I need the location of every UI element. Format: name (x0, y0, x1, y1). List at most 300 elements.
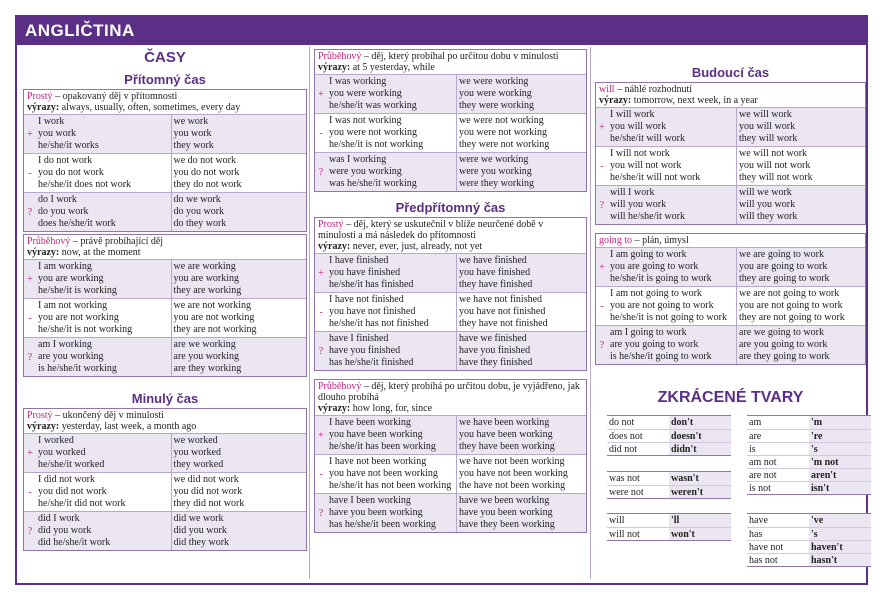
sign-marker: - (319, 127, 323, 139)
perfect-simple-table (314, 217, 587, 371)
tense-desc-text: – děj, který probíhal po určitou dobu v minulosti (361, 51, 559, 62)
form-line: you did not work (173, 486, 243, 497)
singular-forms (36, 115, 171, 153)
plural-forms (456, 455, 586, 493)
form-line: I worked (38, 435, 74, 446)
form-line: he/she/it has been working (329, 441, 436, 452)
tense-desc-text: – opakovaný děj v přítomnosti (52, 91, 178, 102)
tense-desc-text: – děj, který probíhá po určitou dobu, je vyjádřeno, jak dlouho probíhá (318, 381, 580, 403)
form-line: I have not been working (329, 456, 427, 467)
singular-forms (608, 248, 736, 286)
tense-description (596, 234, 865, 247)
form-line: we have not finished (459, 294, 543, 305)
expressions-label: výrazy: (318, 241, 351, 252)
form-line: are they going to work (739, 351, 830, 362)
form-line: is he/she/it working (38, 363, 117, 374)
tense-kind: Průběhový (27, 236, 71, 247)
short-form-row (747, 468, 871, 481)
short-form: won't (669, 528, 731, 540)
form-line: will I work (610, 187, 655, 198)
tense-desc-text: – náhlé rozhodnutí (614, 84, 693, 95)
tense-kind: going to (599, 235, 633, 246)
short-form: hasn't (809, 554, 871, 566)
long-form: am not (747, 456, 809, 468)
form-line: they worked (173, 459, 224, 470)
form-line: have you been working (329, 507, 423, 518)
form-line: has he/she/it finished (329, 357, 414, 368)
form-line: you have not finished (329, 306, 416, 317)
singular-forms (608, 108, 736, 146)
sign-marker: - (28, 167, 32, 179)
column-future-short (590, 47, 866, 579)
sign-marker: - (319, 468, 323, 480)
plural-forms (171, 115, 307, 153)
long-form: is not (747, 482, 809, 494)
short-form-row (607, 416, 731, 429)
short-form-row (607, 485, 731, 498)
short-form: don't (669, 416, 731, 429)
form-line: I did not work (38, 474, 95, 485)
tense-desc-text: – děj, který se uskutečnil v blíže neurčené době v minulosti a má následek do přítomnosti (318, 219, 544, 241)
form-line: you will work (739, 121, 796, 132)
short-form-row (747, 416, 871, 429)
form-line: am I working (38, 339, 92, 350)
expressions-text: yesterday, last week, a month ago (59, 421, 197, 432)
long-form: will (607, 514, 669, 527)
form-line: you do not work (38, 167, 104, 178)
short-forms-have (747, 513, 871, 567)
conjugation-group (315, 454, 586, 493)
short-form-row (747, 442, 871, 455)
plural-forms (736, 326, 865, 364)
form-line: he/she/it is not working (38, 324, 133, 335)
form-line: are you going to work (739, 339, 828, 350)
form-line: he/she/it was working (329, 100, 417, 111)
plural-forms (171, 193, 307, 231)
form-line: I am going to work (610, 249, 687, 260)
tense-description (315, 50, 586, 74)
past-continuous-table (314, 49, 587, 192)
long-form: have (747, 514, 809, 527)
singular-forms (327, 332, 456, 370)
long-form: has (747, 528, 809, 540)
sign-marker: + (27, 273, 33, 285)
plural-forms (171, 260, 307, 298)
form-line: he/she/it works (38, 140, 99, 151)
form-line: do we work (173, 194, 221, 205)
tense-kind: Prostý (318, 219, 344, 230)
conjugation-group (596, 286, 865, 325)
short-form-row (607, 514, 731, 527)
form-line: will he/she/it work (610, 211, 685, 222)
form-line: he/she/it is working (38, 285, 117, 296)
form-line: they are going to work (739, 273, 830, 284)
short-form: doesn't (669, 430, 731, 442)
form-line: he/she/it is not going to work (610, 312, 727, 323)
plural-forms (456, 114, 586, 152)
form-line: have you finished (329, 345, 401, 356)
tense-description (24, 235, 306, 259)
form-line: you are going to work (739, 261, 828, 272)
plural-forms (456, 416, 586, 454)
short-form: isn't (809, 482, 871, 494)
form-line: he/she/it is not working (329, 139, 424, 150)
future-will-table (595, 82, 866, 225)
form-line: you are working (173, 273, 240, 284)
sign-marker: - (600, 160, 604, 172)
tense-desc-text: – plán, úmysl (632, 235, 689, 246)
form-line: we have not been working (459, 456, 565, 467)
form-line: are you going to work (610, 339, 699, 350)
sign-marker: + (318, 429, 324, 441)
tense-description (596, 83, 865, 107)
tense-kind: Prostý (27, 91, 53, 102)
form-line: we are not going to work (739, 288, 840, 299)
singular-forms (36, 473, 171, 511)
form-line: were you working (329, 166, 402, 177)
sign-marker: + (318, 88, 324, 100)
form-line: they were working (459, 100, 534, 111)
form-line: you work (173, 128, 212, 139)
short-form-row (747, 481, 871, 494)
form-line: I will not work (610, 148, 670, 159)
conjugation-group (24, 472, 306, 511)
conjugation-group (24, 298, 306, 337)
form-line: he/she/it has finished (329, 279, 414, 290)
form-line: have I finished (329, 333, 389, 344)
plural-forms (736, 248, 865, 286)
expressions-text: tomorrow, next week, in a year (631, 95, 758, 106)
plural-forms (456, 494, 586, 532)
form-line: you are not working (173, 312, 255, 323)
singular-forms (327, 455, 456, 493)
conjugation-group (596, 247, 865, 286)
sign-marker: ? (599, 199, 605, 211)
form-line: have I been working (329, 495, 411, 506)
form-line: are they working (173, 363, 242, 374)
long-form: is (747, 443, 809, 455)
conjugation-group (24, 153, 306, 192)
singular-forms (327, 416, 456, 454)
long-form: are (747, 430, 809, 442)
sign-marker: ? (27, 351, 33, 363)
form-line: you worked (38, 447, 86, 458)
form-line: I have been working (329, 417, 411, 428)
form-line: have you been working (459, 507, 553, 518)
conjugation-group (596, 107, 865, 146)
conjugation-group (24, 433, 306, 472)
form-line: they did not work (173, 498, 245, 509)
form-line: you have not finished (459, 306, 546, 317)
short-form-row (607, 472, 731, 485)
form-line: he/she/it does not work (38, 179, 132, 190)
long-form: have not (747, 541, 809, 553)
expressions-text: now, at the moment (59, 247, 141, 258)
plural-forms (456, 254, 586, 292)
form-line: we worked (173, 435, 218, 446)
section-title-casy: ČASY (144, 49, 186, 66)
form-line: they do not work (173, 179, 242, 190)
form-line: you will not work (739, 160, 811, 171)
form-line: have you finished (459, 345, 531, 356)
form-line: we were working (459, 76, 529, 87)
present-continuous-table (23, 234, 307, 377)
past-title: Minulý čas (131, 391, 199, 406)
expressions-label: výrazy: (318, 62, 351, 73)
conjugation-group (596, 146, 865, 185)
form-line: you are not going to work (610, 300, 714, 311)
short-forms-title: ZKRÁCENÉ TVARY (657, 389, 804, 406)
tense-kind: will (599, 84, 615, 95)
form-line: you were not working (459, 127, 548, 138)
sign-marker: + (27, 447, 33, 459)
short-forms-be (747, 415, 871, 495)
singular-forms (608, 287, 736, 325)
form-line: you have been working (329, 429, 423, 440)
form-line: he/she/it will not work (610, 172, 701, 183)
form-line: they were not working (459, 139, 550, 150)
conjugation-group (24, 511, 306, 550)
form-line: are we working (173, 339, 236, 350)
tense-description (315, 380, 586, 415)
form-line: is he/she/it going to work (610, 351, 712, 362)
plural-forms (736, 287, 865, 325)
plural-forms (456, 293, 586, 331)
short-form: aren't (809, 469, 871, 481)
short-form: haven't (809, 541, 871, 553)
expressions-text: never, ever, just, already, not yet (350, 241, 483, 252)
plural-forms (456, 332, 586, 370)
form-line: I was working (329, 76, 387, 87)
form-line: you have been working (459, 429, 553, 440)
singular-forms (327, 75, 456, 113)
form-line: he/she/it worked (38, 459, 105, 470)
singular-forms (36, 154, 171, 192)
tense-kind: Prostý (27, 410, 53, 421)
perfect-title: Předpřítomný čas (395, 200, 506, 215)
form-line: are you working (38, 351, 104, 362)
form-line: you have not been working (329, 468, 438, 479)
singular-forms (608, 326, 736, 364)
form-line: you did not work (38, 486, 107, 497)
short-form-row (747, 553, 871, 566)
short-forms-was (607, 471, 731, 499)
plural-forms (456, 153, 586, 191)
conjugation-group (315, 253, 586, 292)
plural-forms (171, 154, 307, 192)
singular-forms (36, 434, 171, 472)
expressions-label: výrazy: (27, 247, 60, 258)
sign-marker: ? (599, 339, 605, 351)
form-line: you will work (610, 121, 667, 132)
short-forms-will (607, 513, 731, 541)
form-line: they will work (739, 133, 798, 144)
long-form: do not (607, 416, 669, 429)
singular-forms (327, 293, 456, 331)
expressions-text: always, usually, often, sometimes, every day (59, 102, 241, 113)
tense-description (24, 409, 306, 433)
form-line: you are not going to work (739, 300, 843, 311)
form-line: we were not working (459, 115, 544, 126)
form-line: did we work (173, 513, 224, 524)
form-line: they are not going to work (739, 312, 845, 323)
form-line: you have finished (459, 267, 531, 278)
short-form: 'm (809, 416, 871, 429)
long-form: will not (607, 528, 669, 540)
form-line: will they work (739, 211, 798, 222)
short-form: 'm not (809, 456, 871, 468)
conjugation-group (315, 152, 586, 191)
tense-kind: Průběhový (318, 381, 362, 392)
form-line: do they work (173, 218, 227, 229)
form-line: they are working (173, 285, 242, 296)
conjugation-group (596, 325, 865, 364)
form-line: have they been working (459, 519, 555, 530)
form-line: he/she/it has not finished (329, 318, 429, 329)
form-line: do you work (38, 206, 89, 217)
short-form-row (607, 429, 731, 442)
cheat-sheet (15, 15, 868, 585)
conjugation-group (315, 331, 586, 370)
past-simple-table (23, 408, 307, 551)
long-form: was not (607, 472, 669, 485)
short-form-row (607, 527, 731, 540)
plural-forms (171, 338, 307, 376)
singular-forms (36, 299, 171, 337)
form-line: he/she/it has not been working (329, 480, 452, 491)
conjugation-group (315, 415, 586, 454)
long-form: am (747, 416, 809, 429)
form-line: I am not going to work (610, 288, 702, 299)
form-line: I am not working (38, 300, 108, 311)
form-line: they will not work (739, 172, 813, 183)
conjugation-group (315, 74, 586, 113)
form-line: did I work (38, 513, 80, 524)
form-line: we do not work (173, 155, 236, 166)
form-line: will we work (739, 187, 792, 198)
form-line: you worked (173, 447, 221, 458)
plural-forms (171, 434, 307, 472)
form-line: I am working (38, 261, 92, 272)
conjugation-group (24, 114, 306, 153)
form-line: will you work (739, 199, 796, 210)
sign-marker: ? (27, 206, 33, 218)
form-line: I work (38, 116, 65, 127)
plural-forms (456, 75, 586, 113)
form-line: we are not working (173, 300, 251, 311)
singular-forms (36, 512, 171, 550)
long-form: did not (607, 443, 669, 455)
form-line: are you working (173, 351, 240, 362)
form-line: we will work (739, 109, 792, 120)
short-form: wasn't (669, 472, 731, 485)
form-line: they have finished (459, 279, 533, 290)
present-simple-table (23, 89, 307, 232)
form-line: have they finished (459, 357, 533, 368)
short-form: didn't (669, 443, 731, 455)
singular-forms (327, 153, 456, 191)
sign-marker: ? (318, 345, 324, 357)
form-line: am I going to work (610, 327, 687, 338)
long-form: does not (607, 430, 669, 442)
form-line: we have finished (459, 255, 527, 266)
form-line: they work (173, 140, 214, 151)
plural-forms (171, 299, 307, 337)
form-line: they are not working (173, 324, 257, 335)
form-line: do I work (38, 194, 77, 205)
tense-desc-text: – právě probíhající děj (70, 236, 164, 247)
short-form: 's (809, 528, 871, 540)
expressions-label: výrazy: (318, 403, 351, 414)
singular-forms (608, 186, 736, 224)
form-line: have we been working (459, 495, 550, 506)
sign-marker: ? (318, 166, 324, 178)
form-line: he/she/it will work (610, 133, 685, 144)
form-line: were we working (459, 154, 529, 165)
short-form: 'll (669, 514, 731, 527)
form-line: he/she/it did not work (38, 498, 126, 509)
short-form: 've (809, 514, 871, 527)
plural-forms (171, 512, 307, 550)
short-form-row (747, 540, 871, 553)
form-line: we have been working (459, 417, 550, 428)
plural-forms (736, 186, 865, 224)
singular-forms (327, 254, 456, 292)
perfect-continuous-table (314, 379, 587, 533)
form-line: you work (38, 128, 77, 139)
form-line: you were working (329, 88, 402, 99)
short-form-row (747, 455, 871, 468)
column-present-past (23, 47, 307, 579)
future-title: Budoucí čas (691, 65, 770, 80)
long-form: has not (747, 554, 809, 566)
form-line: he/she/it is going to work (610, 273, 712, 284)
short-form: 's (809, 443, 871, 455)
form-line: we work (173, 116, 209, 127)
form-line: we did not work (173, 474, 239, 485)
conjugation-group (315, 292, 586, 331)
sign-marker: - (28, 486, 32, 498)
conjugation-group (315, 493, 586, 532)
present-title: Přítomný čas (124, 72, 206, 87)
conjugation-group (24, 259, 306, 298)
form-line: did he/she/it work (38, 537, 111, 548)
form-line: was I working (329, 154, 387, 165)
form-line: are we going to work (739, 327, 824, 338)
long-form: are not (747, 469, 809, 481)
form-line: you have finished (329, 267, 401, 278)
conjugation-group (596, 185, 865, 224)
form-line: they have been working (459, 441, 555, 452)
form-line: you are working (38, 273, 104, 284)
form-line: we are working (173, 261, 236, 272)
form-line: do you work (173, 206, 225, 217)
short-form: weren't (669, 486, 731, 498)
singular-forms (327, 114, 456, 152)
short-form: 're (809, 430, 871, 442)
singular-forms (36, 193, 171, 231)
sign-marker: + (599, 261, 605, 273)
short-form-row (747, 514, 871, 527)
form-line: did they work (173, 537, 230, 548)
short-form-row (747, 429, 871, 442)
form-line: will you work (610, 199, 667, 210)
form-line: you will not work (610, 160, 682, 171)
short-form-row (607, 442, 731, 455)
short-forms-do (607, 415, 731, 456)
form-line: have we finished (459, 333, 527, 344)
tense-description (24, 90, 306, 114)
